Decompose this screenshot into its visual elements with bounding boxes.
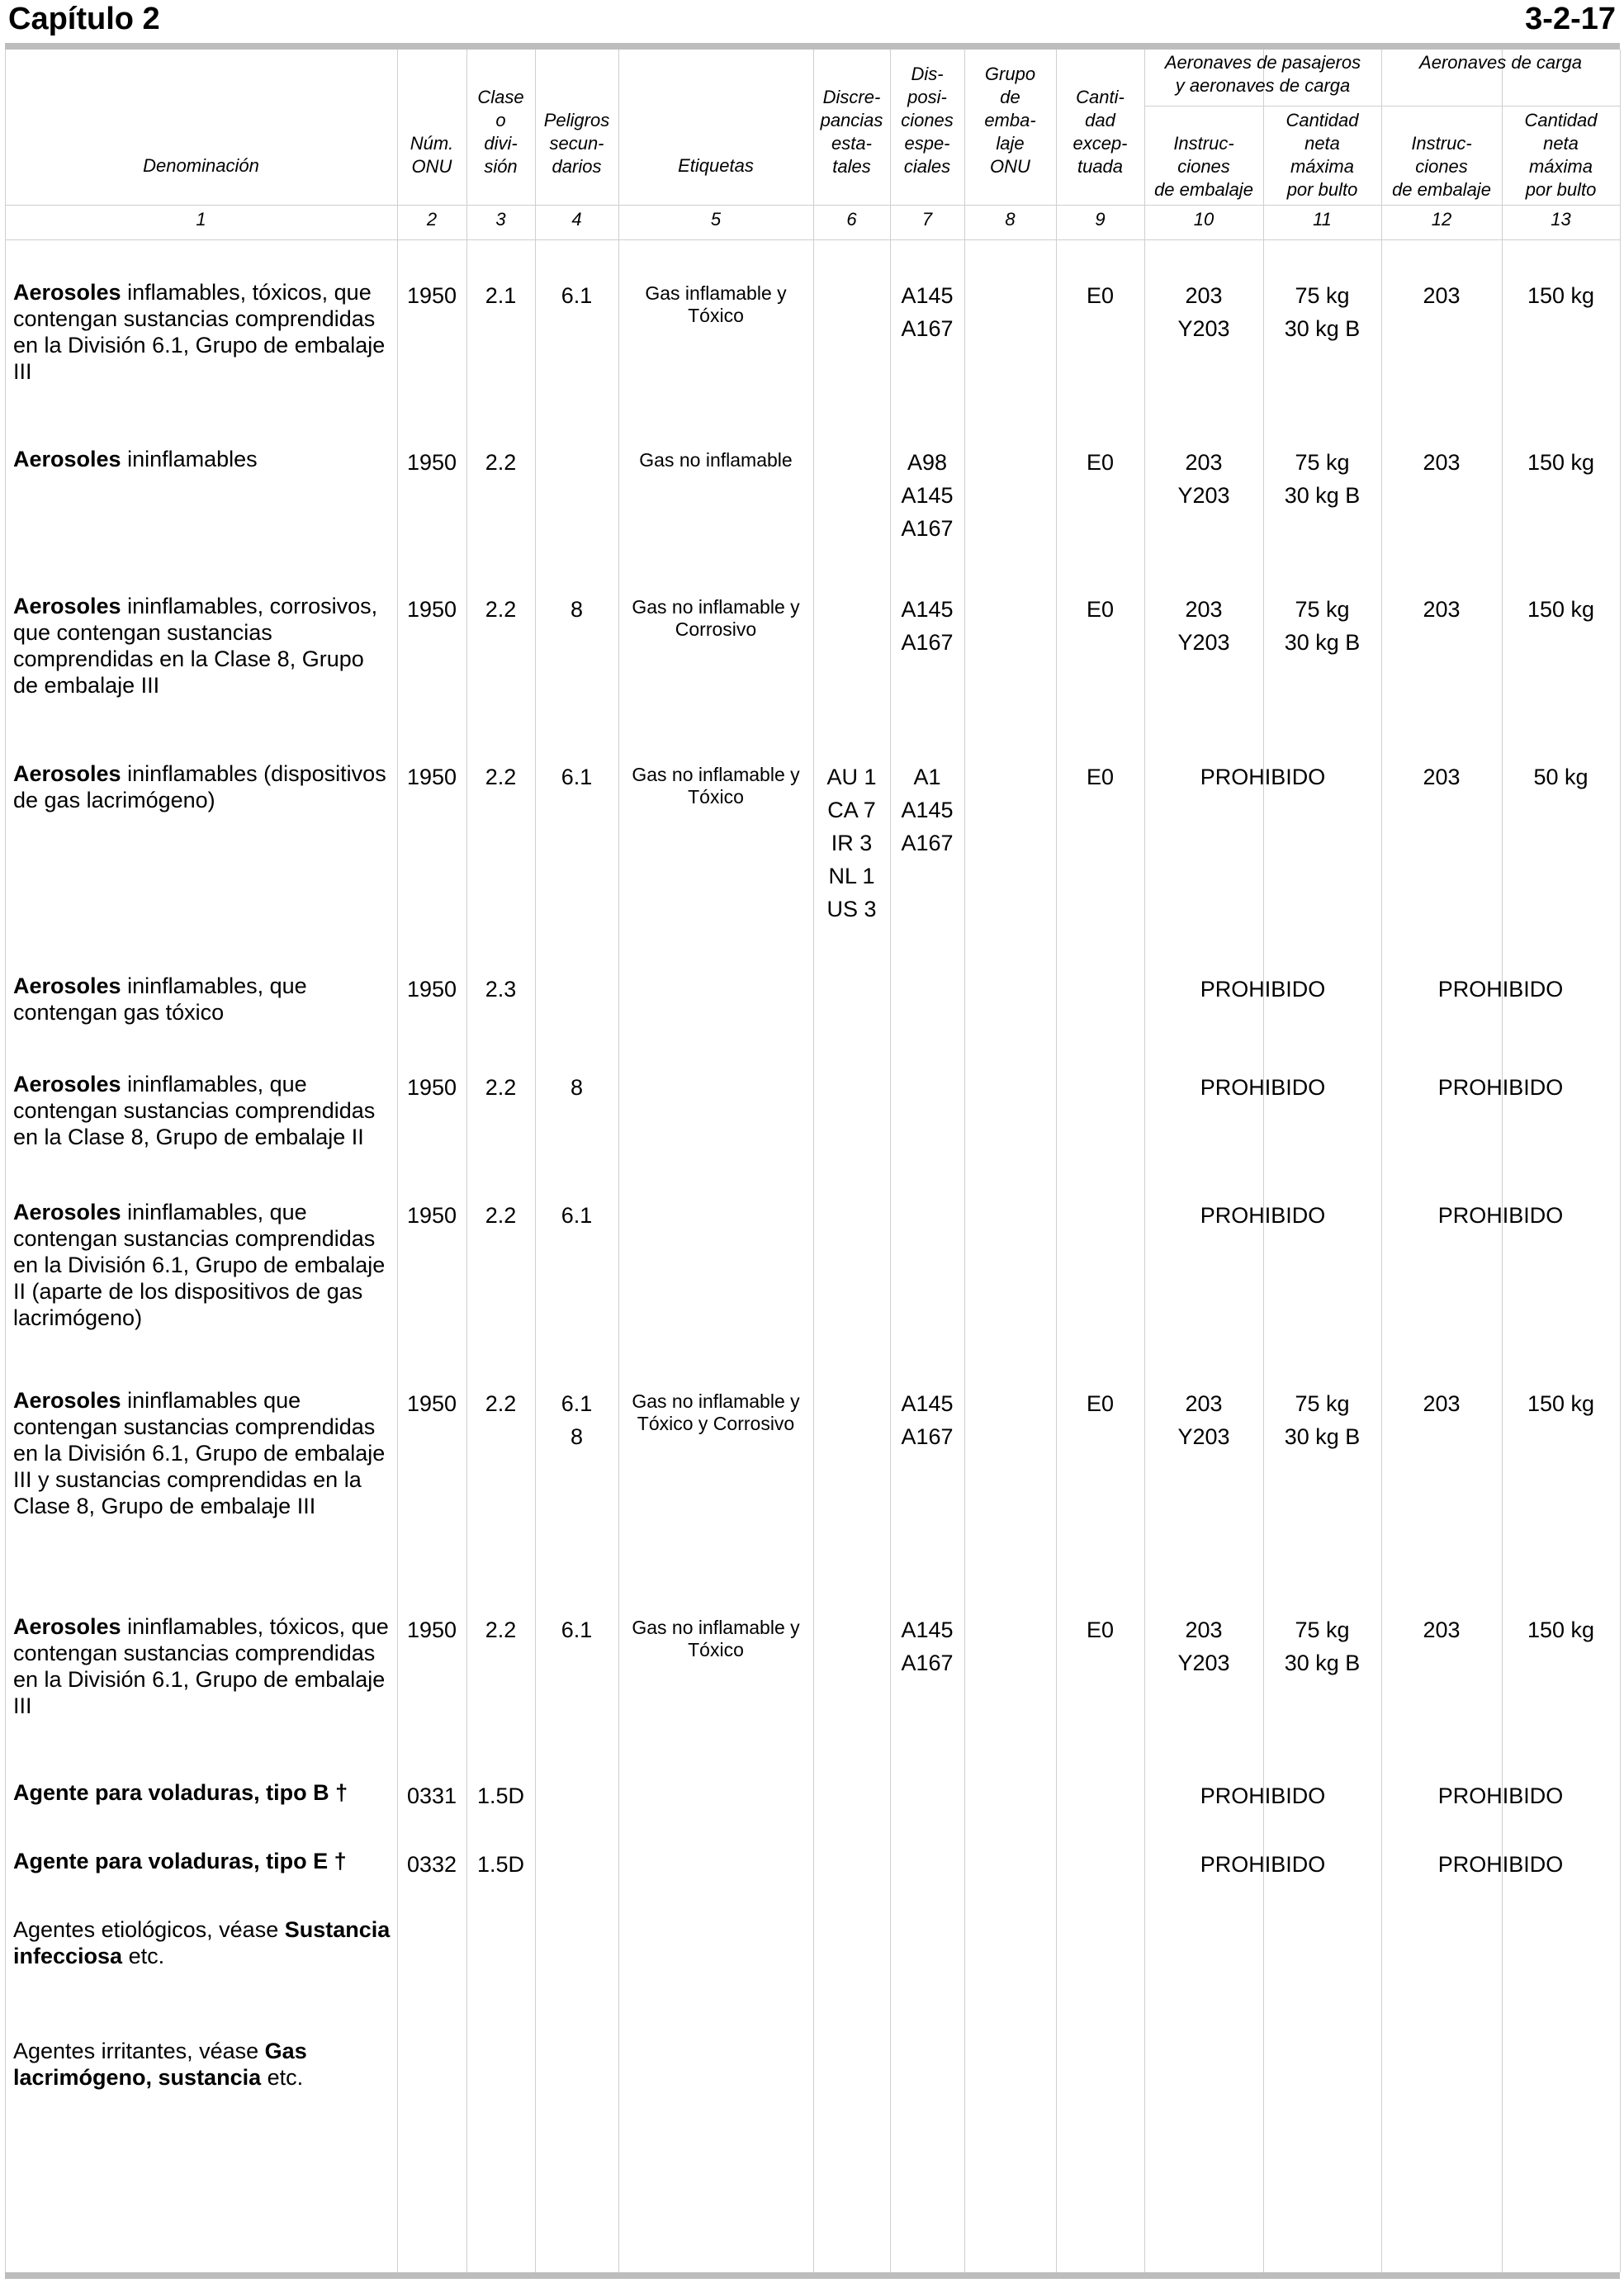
- col-divider: [890, 50, 891, 2272]
- table-row: [13, 1613, 393, 1719]
- column-number: 7: [921, 209, 933, 230]
- column-number: 9: [1095, 209, 1106, 230]
- table-row: [13, 760, 393, 813]
- hazard-labels: Gas no inflamable y Tóxico: [632, 764, 800, 808]
- class-division: 2.3: [485, 977, 517, 1002]
- entry-name-rest: ininflamables, que contengan sustancias comprendidas en la División 6.1, Grupo de embalaje II (aparte de los dispositivos de gas lacrimógeno): [13, 1200, 386, 1330]
- cargo-prohibited: PROHIBIDO: [1437, 1203, 1564, 1228]
- col-divider: [397, 50, 398, 2272]
- entry-name-bold: Agente para voladuras, tipo B †: [13, 1780, 348, 1805]
- special-provisions: A1 A145 A167: [901, 765, 954, 855]
- chapter-title: Capítulo 2: [8, 2, 160, 36]
- cargo-max-quantity: 150 kg: [1527, 1618, 1595, 1642]
- header-pax-max-quantity: Cantidad neta máxima por bulto: [1285, 110, 1359, 200]
- subsidiary-hazard: 6.1: [561, 283, 593, 308]
- pax-max-quantity: 75 kg 30 kg B: [1284, 1618, 1361, 1675]
- class-division: 2.2: [485, 1075, 517, 1100]
- special-provisions: A145 A167: [901, 597, 954, 655]
- col-divider: [813, 50, 814, 2272]
- group-header-passenger: Aeronaves de pasajeros y aeronaves de carga: [1164, 52, 1361, 96]
- group-header-rule: [1144, 106, 1620, 107]
- entry-name-bold: Aerosoles: [13, 761, 121, 786]
- cross-reference: [13, 1916, 393, 1969]
- header-cargo-max-quantity: Cantidad neta máxima por bulto: [1524, 110, 1598, 200]
- un-number: 1950: [406, 765, 457, 789]
- state-variations: AU 1 CA 7 IR 3 NL 1 US 3: [826, 765, 877, 921]
- class-division: 2.2: [485, 765, 517, 789]
- class-division: 2.2: [485, 1203, 517, 1228]
- table-row: [13, 593, 393, 699]
- class-division: 2.1: [485, 283, 517, 308]
- class-division: 1.5D: [476, 1783, 525, 1808]
- col-divider: [618, 50, 619, 2272]
- header-state-variations: Discre- pancias esta- tales: [820, 87, 883, 177]
- col-divider: [1263, 50, 1264, 2272]
- table-row: [13, 1387, 393, 1519]
- header-rule: [5, 205, 1620, 206]
- column-number: 5: [710, 209, 722, 230]
- subsidiary-hazard: 6.1 8: [561, 1391, 593, 1449]
- excepted-quantity: E0: [1086, 283, 1115, 308]
- header-cargo-packing-instruction: Instruc- ciones de embalaje: [1392, 133, 1491, 200]
- special-provisions: A145 A167: [901, 283, 954, 341]
- reference-text: Agentes irritantes, véase: [13, 2039, 265, 2063]
- column-number: 6: [846, 209, 857, 230]
- pax-prohibited: PROHIBIDO: [1200, 1075, 1326, 1100]
- entry-name-bold: Aerosoles: [13, 280, 121, 305]
- table-row: [13, 1199, 393, 1331]
- subsidiary-hazard: 6.1: [561, 1618, 593, 1642]
- entry-name-bold: Aerosoles: [13, 1614, 121, 1639]
- column-number: 2: [426, 209, 438, 230]
- pax-prohibited: PROHIBIDO: [1200, 977, 1326, 1002]
- excepted-quantity: E0: [1086, 765, 1115, 789]
- pax-max-quantity: 75 kg 30 kg B: [1284, 450, 1361, 508]
- pax-packing-instruction: 203 Y203: [1177, 450, 1230, 508]
- un-number: 1950: [406, 1075, 457, 1100]
- entry-name-bold: Aerosoles: [13, 1200, 121, 1224]
- header-labels: Etiquetas: [678, 155, 754, 176]
- excepted-quantity: E0: [1086, 1391, 1115, 1416]
- table-row: [13, 279, 393, 385]
- column-number: 1: [196, 209, 206, 230]
- header-un-number: Núm. ONU: [410, 133, 454, 177]
- table-row: [13, 1848, 393, 1874]
- entry-name-rest: ininflamables que contengan sustancias comprendidas en la División 6.1, Grupo de embalaje III y sustancias comprendidas en la Clase 8, Grupo de embalaje III: [13, 1388, 386, 1518]
- col-divider: [1381, 50, 1382, 2272]
- hazard-labels: Gas no inflamable: [639, 449, 793, 471]
- class-division: 2.2: [485, 1391, 517, 1416]
- top-rule: [5, 43, 1620, 50]
- special-provisions: A145 A167: [901, 1618, 954, 1675]
- cargo-max-quantity: 150 kg: [1527, 450, 1595, 475]
- subsidiary-hazard: 6.1: [561, 1203, 593, 1228]
- reference-text: Agentes etiológicos, véase: [13, 1917, 285, 1942]
- column-number: 12: [1431, 209, 1452, 230]
- un-number: 1950: [406, 1618, 457, 1642]
- column-number: 13: [1551, 209, 1571, 230]
- cargo-prohibited: PROHIBIDO: [1437, 1783, 1564, 1808]
- cargo-packing-instruction: 203: [1423, 450, 1461, 475]
- entry-name-bold: Aerosoles: [13, 1072, 121, 1097]
- pax-max-quantity: 75 kg 30 kg B: [1284, 597, 1361, 655]
- cargo-packing-instruction: 203: [1423, 1618, 1461, 1642]
- un-number: 1950: [406, 1391, 457, 1416]
- pax-prohibited: PROHIBIDO: [1200, 1203, 1326, 1228]
- class-division: 2.2: [485, 597, 517, 622]
- bottom-rule: [5, 2272, 1620, 2279]
- pax-max-quantity: 75 kg 30 kg B: [1284, 1391, 1361, 1449]
- un-number: 1950: [406, 283, 457, 308]
- entry-name-bold: Agente para voladuras, tipo E †: [13, 1849, 347, 1873]
- subsidiary-hazard: 8: [570, 597, 584, 622]
- cargo-packing-instruction: 203: [1423, 283, 1461, 308]
- class-division: 2.2: [485, 450, 517, 475]
- excepted-quantity: E0: [1086, 1618, 1115, 1642]
- entry-name-bold: Aerosoles: [13, 447, 121, 471]
- pax-prohibited: PROHIBIDO: [1200, 1783, 1326, 1808]
- column-number-rule: [5, 239, 1620, 240]
- excepted-quantity: E0: [1086, 597, 1115, 622]
- entry-name-rest: ininflamables, tóxicos, que contengan sustancias comprendidas en la División 6.1, Grupo de embalaje III: [13, 1614, 389, 1718]
- pax-packing-instruction: 203 Y203: [1177, 597, 1230, 655]
- special-provisions: A98 A145 A167: [901, 450, 954, 541]
- table-left-edge: [5, 50, 6, 2272]
- pax-prohibited: PROHIBIDO: [1200, 765, 1326, 789]
- column-number: 4: [571, 209, 582, 230]
- header-pax-packing-instruction: Instruc- ciones de embalaje: [1154, 133, 1253, 200]
- cargo-packing-instruction: 203: [1423, 1391, 1461, 1416]
- col-divider: [466, 50, 467, 2272]
- hazard-labels: Gas inflamable y Tóxico: [645, 282, 787, 326]
- reference-suffix: etc.: [261, 2065, 304, 2090]
- hazard-labels: Gas no inflamable y Tóxico: [632, 1617, 800, 1660]
- special-provisions: A145 A167: [901, 1391, 954, 1449]
- entry-name-rest: ininflamables: [121, 447, 258, 471]
- group-header-cargo: Aeronaves de carga: [1419, 52, 1582, 73]
- col-divider: [1620, 50, 1621, 2272]
- entry-name-bold: Aerosoles: [13, 973, 121, 998]
- un-number: 1950: [406, 1203, 457, 1228]
- entry-name-rest: ininflamables (dispositivos de gas lacrimógeno): [13, 761, 386, 812]
- col-divider: [1144, 50, 1145, 2272]
- entry-name-bold: Aerosoles: [13, 594, 121, 618]
- header-packing-group: Grupo de emba- laje ONU: [984, 64, 1036, 177]
- pax-packing-instruction: 203 Y203: [1177, 283, 1230, 341]
- column-number: 3: [495, 209, 506, 230]
- column-number: 10: [1193, 209, 1214, 230]
- col-divider: [1056, 50, 1057, 2272]
- entry-name-rest: ininflamables, que contengan sustancias comprendidas en la Clase 8, Grupo de embalaje II: [13, 1072, 376, 1149]
- subsidiary-hazard: 6.1: [561, 765, 593, 789]
- pax-packing-instruction: 203 Y203: [1177, 1391, 1230, 1449]
- table-row: [13, 1779, 393, 1806]
- un-number: 1950: [406, 597, 457, 622]
- entry-name-rest: ininflamables, que contengan gas tóxico: [13, 973, 307, 1025]
- header-special-provisions: Dis- posi- ciones espe- ciales: [901, 64, 954, 177]
- hazard-labels: Gas no inflamable y Corrosivo: [632, 596, 800, 640]
- cargo-prohibited: PROHIBIDO: [1437, 977, 1564, 1002]
- pax-prohibited: PROHIBIDO: [1200, 1852, 1326, 1877]
- un-number: 0332: [406, 1852, 457, 1877]
- column-number: 11: [1313, 209, 1332, 230]
- table-row: [13, 973, 393, 1025]
- reference-target: Gas lacrimógeno, sustancia: [13, 2039, 307, 2090]
- header-denominacion: Denominación: [143, 155, 259, 176]
- header-subsidiary-hazards: Peligros secun- darios: [543, 110, 610, 177]
- un-number: 1950: [406, 977, 457, 1002]
- header-class: Clase o divi- sión: [477, 87, 524, 177]
- class-division: 2.2: [485, 1618, 517, 1642]
- col-divider: [535, 50, 536, 2272]
- cross-reference: [13, 2038, 393, 2091]
- hazard-labels: Gas no inflamable y Tóxico y Corrosivo: [632, 1390, 800, 1434]
- reference-suffix: etc.: [122, 1944, 165, 1968]
- column-number: 8: [1005, 209, 1016, 230]
- entry-name-rest: inflamables, tóxicos, que contengan sustancias comprendidas en la División 6.1, Grupo de embalaje III: [13, 280, 386, 384]
- cargo-prohibited: PROHIBIDO: [1437, 1075, 1564, 1100]
- pax-max-quantity: 75 kg 30 kg B: [1284, 283, 1361, 341]
- class-division: 1.5D: [476, 1852, 525, 1877]
- cargo-max-quantity: 50 kg: [1533, 765, 1588, 789]
- reference-target: Sustancia infecciosa: [13, 1917, 391, 1968]
- cargo-packing-instruction: 203: [1423, 597, 1461, 622]
- col-divider: [1502, 50, 1503, 2272]
- cargo-packing-instruction: 203: [1423, 765, 1461, 789]
- pax-packing-instruction: 203 Y203: [1177, 1618, 1230, 1675]
- subsidiary-hazard: 8: [570, 1075, 584, 1100]
- table-row: [13, 1071, 393, 1150]
- cargo-max-quantity: 150 kg: [1527, 283, 1595, 308]
- table-row: [13, 446, 393, 472]
- col-divider: [964, 50, 965, 2272]
- excepted-quantity: E0: [1086, 450, 1115, 475]
- un-number: 0331: [406, 1783, 457, 1808]
- cargo-max-quantity: 150 kg: [1527, 597, 1595, 622]
- entry-name-bold: Aerosoles: [13, 1388, 121, 1413]
- un-number: 1950: [406, 450, 457, 475]
- cargo-max-quantity: 150 kg: [1527, 1391, 1595, 1416]
- header-excepted-quantity: Canti- dad excep- tuada: [1072, 87, 1128, 177]
- page-number: 3-2-17: [1525, 2, 1616, 36]
- entry-name-rest: ininflamables, corrosivos, que contengan sustancias comprendidas en la Clase 8, Grupo de embalaje III: [13, 594, 378, 698]
- cargo-prohibited: PROHIBIDO: [1437, 1852, 1564, 1877]
